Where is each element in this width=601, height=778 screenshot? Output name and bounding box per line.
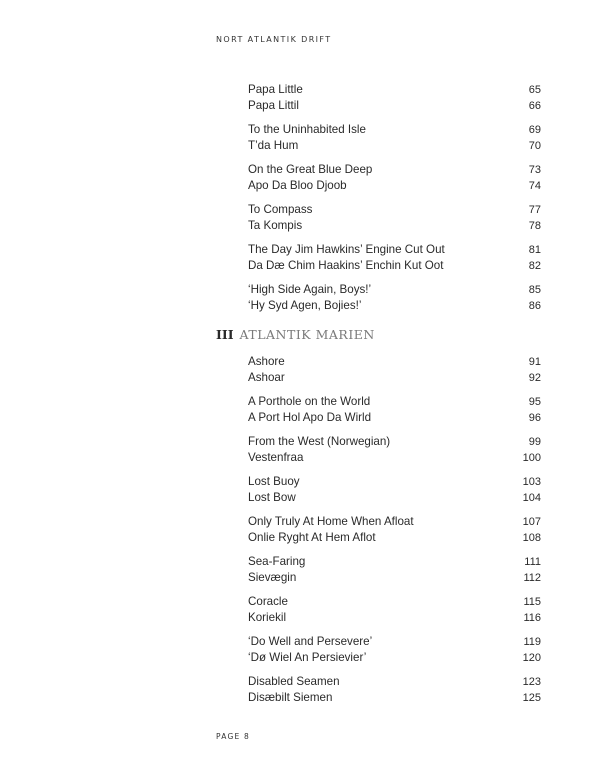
toc-group	[248, 82, 541, 114]
toc-group	[248, 474, 541, 506]
entry-page-number: 104	[522, 492, 541, 504]
toc-group	[248, 202, 541, 234]
entry-title: Sievægin	[248, 571, 297, 584]
entry-title: Vestenfraa	[248, 451, 304, 464]
toc-entry	[248, 258, 541, 274]
entry-page-number: 99	[528, 436, 541, 448]
entry-page-number: 92	[528, 372, 541, 384]
toc-entry	[248, 394, 541, 410]
toc-group	[248, 242, 541, 274]
entry-page-number: 85	[528, 284, 541, 296]
entry-title: T’da Hum	[248, 139, 299, 152]
entry-page-number: 119	[523, 636, 541, 648]
entry-page-number: 111	[524, 556, 541, 568]
entry-title: Ashore	[248, 355, 285, 368]
page-number: PAGE 8	[216, 732, 250, 741]
entry-title: Papa Little	[248, 83, 303, 96]
entry-title: Apo Da Bloo Djoob	[248, 179, 347, 192]
entry-page-number: 115	[523, 596, 541, 608]
entry-page-number: 74	[528, 180, 541, 192]
section-heading	[216, 326, 541, 344]
entry-page-number: 108	[522, 532, 541, 544]
toc-group	[248, 282, 541, 314]
entry-title: Disabled Seamen	[248, 675, 340, 688]
toc-entry	[248, 354, 541, 370]
entry-page-number: 77	[528, 204, 541, 216]
section-number: III	[216, 327, 234, 342]
section-title: ATLANTIK MARIEN	[239, 327, 375, 342]
entry-page-number: 91	[528, 356, 541, 368]
toc-entry	[248, 282, 541, 298]
toc-section-ii-entries	[248, 82, 541, 314]
entry-page-number: 103	[522, 476, 541, 488]
toc-group	[248, 594, 541, 626]
entry-title: Lost Bow	[248, 491, 296, 504]
entry-title: To Compass	[248, 203, 313, 216]
entry-page-number: 81	[528, 244, 541, 256]
toc-group	[248, 122, 541, 154]
entry-title: Disæbilt Siemen	[248, 691, 333, 704]
entry-title: Ashoar	[248, 371, 285, 384]
running-title: NORT ATLANTIK DRIFT	[216, 35, 332, 44]
entry-page-number: 73	[528, 164, 541, 176]
toc-entry	[248, 298, 541, 314]
entry-page-number: 107	[522, 516, 541, 528]
entry-title: Papa Littil	[248, 99, 299, 112]
table-of-contents	[216, 82, 541, 714]
entry-page-number: 66	[528, 100, 541, 112]
entry-page-number: 96	[528, 412, 541, 424]
toc-entry	[248, 202, 541, 218]
toc-entry	[248, 530, 541, 546]
toc-entry	[248, 674, 541, 690]
toc-entry	[248, 178, 541, 194]
toc-group	[248, 434, 541, 466]
entry-title: Lost Buoy	[248, 475, 300, 488]
toc-entry	[248, 650, 541, 666]
entry-page-number: 95	[528, 396, 541, 408]
toc-entry	[248, 634, 541, 650]
toc-entry	[248, 450, 541, 466]
entry-page-number: 69	[528, 124, 541, 136]
toc-entry	[248, 610, 541, 626]
toc-entry	[248, 410, 541, 426]
toc-group	[248, 162, 541, 194]
entry-title: A Port Hol Apo Da Wirld	[248, 411, 372, 424]
entry-page-number: 116	[523, 612, 541, 624]
toc-entry	[248, 82, 541, 98]
toc-entry	[248, 594, 541, 610]
toc-entry	[248, 122, 541, 138]
toc-entry	[248, 370, 541, 386]
toc-group	[248, 394, 541, 426]
entry-page-number: 70	[528, 140, 541, 152]
toc-group	[248, 634, 541, 666]
toc-entry	[248, 514, 541, 530]
toc-entry	[248, 490, 541, 506]
entry-page-number: 100	[522, 452, 541, 464]
toc-group	[248, 554, 541, 586]
entry-title: The Day Jim Hawkins’ Engine Cut Out	[248, 243, 445, 256]
toc-entry	[248, 554, 541, 570]
toc-entry	[248, 474, 541, 490]
toc-section-iii-entries	[248, 354, 541, 706]
entry-title: A Porthole on the World	[248, 395, 371, 408]
entry-title: From the West (Norwegian)	[248, 435, 391, 448]
entry-page-number: 120	[522, 652, 541, 664]
entry-title: ‘High Side Again, Boys!’	[248, 283, 372, 296]
toc-entry	[248, 138, 541, 154]
toc-entry	[248, 218, 541, 234]
entry-title: ‘Do Well and Persevere’	[248, 635, 373, 648]
entry-page-number: 125	[522, 692, 541, 704]
entry-page-number: 65	[528, 84, 541, 96]
toc-entry	[248, 242, 541, 258]
toc-entry	[248, 434, 541, 450]
entry-page-number: 82	[528, 260, 541, 272]
toc-entry	[248, 570, 541, 586]
toc-entry	[248, 690, 541, 706]
toc-entry	[248, 162, 541, 178]
toc-group	[248, 674, 541, 706]
entry-title: ‘Hy Syd Agen, Bojies!’	[248, 299, 362, 312]
entry-title: Da Dæ Chim Haakins’ Enchin Kut Oot	[248, 259, 444, 272]
entry-page-number: 78	[528, 220, 541, 232]
entry-title: Ta Kompis	[248, 219, 303, 232]
toc-group	[248, 514, 541, 546]
entry-title: Onlie Ryght At Hem Aflot	[248, 531, 376, 544]
entry-title: Only Truly At Home When Afloat	[248, 515, 414, 528]
entry-title: Koriekil	[248, 611, 287, 624]
toc-entry	[248, 98, 541, 114]
entry-title: To the Uninhabited Isle	[248, 123, 366, 136]
entry-title: Sea-Faring	[248, 555, 306, 568]
entry-title: ‘Dø Wiel An Persievier’	[248, 651, 367, 664]
entry-page-number: 123	[522, 676, 541, 688]
toc-group	[248, 354, 541, 386]
entry-page-number: 86	[528, 300, 541, 312]
entry-title: Coracle	[248, 595, 288, 608]
entry-title: On the Great Blue Deep	[248, 163, 373, 176]
entry-page-number: 112	[523, 572, 541, 584]
